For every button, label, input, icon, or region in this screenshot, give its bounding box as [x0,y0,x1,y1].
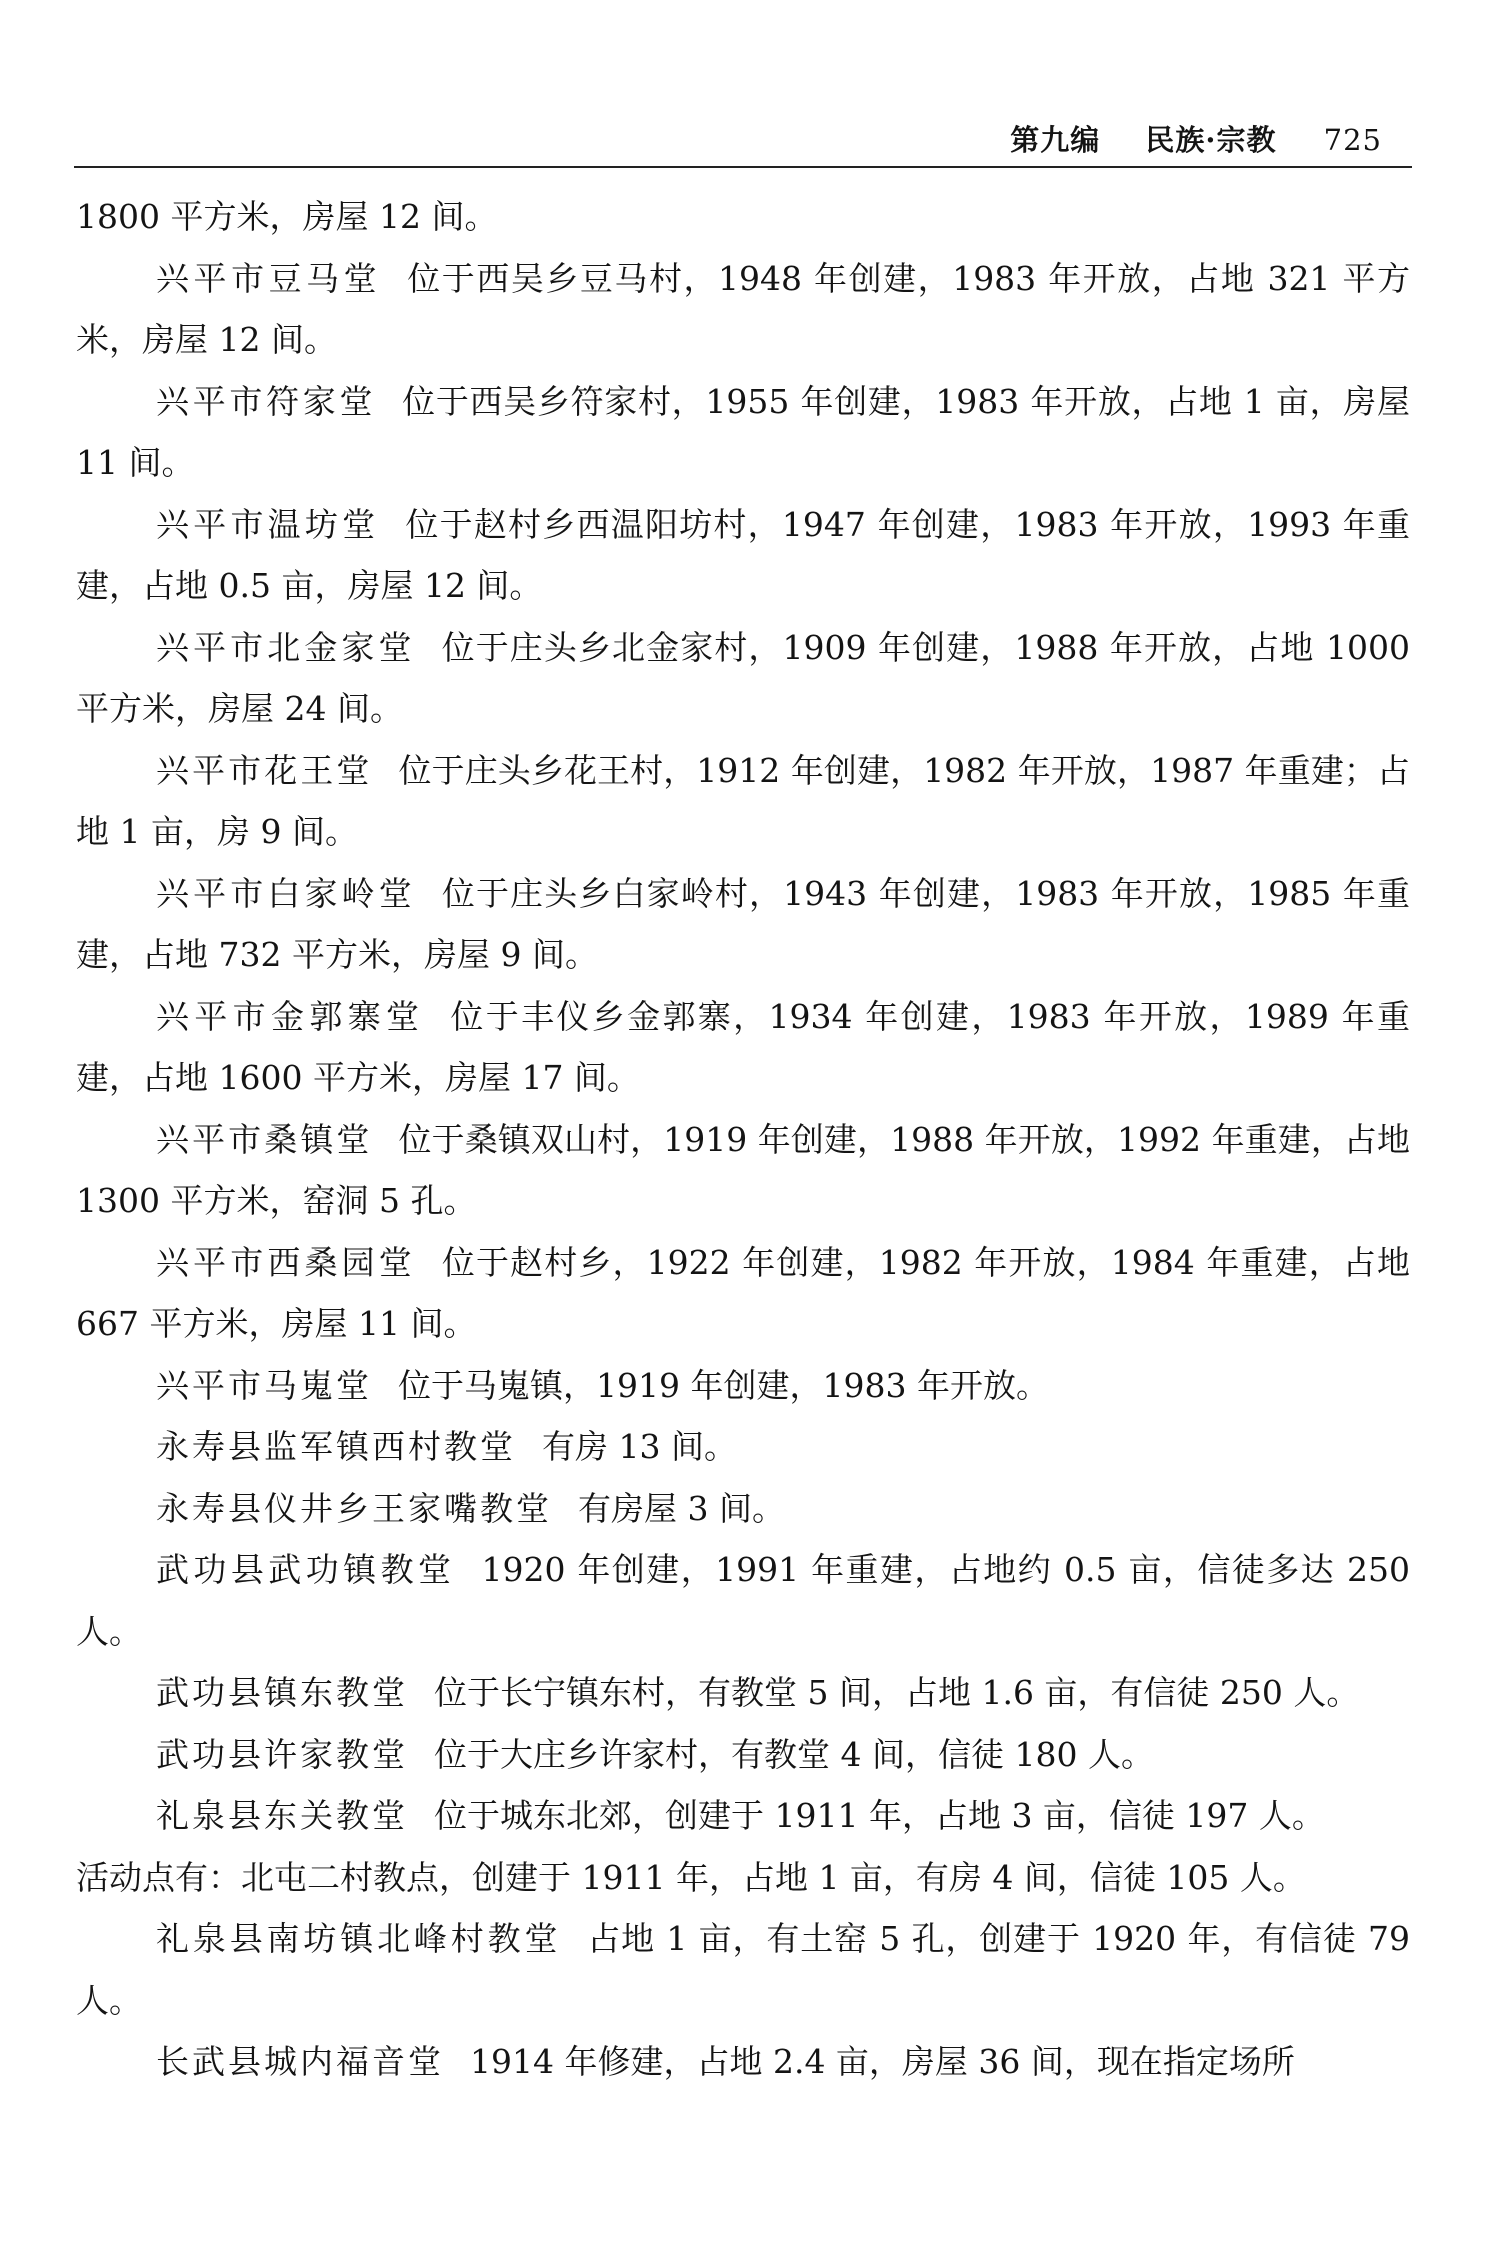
header-rule [74,166,1412,168]
entry-text: 活动点有：北屯二村教点，创建于 1911 年，占地 1 亩，有房 4 间，信徒 105 人。 [76,1857,1306,1897]
paragraph [76,186,1410,248]
entry-name: 长武县城内福音堂 [156,2042,444,2081]
running-header [1010,118,1382,159]
entry-name: 兴平市马嵬堂 [156,1365,372,1405]
entry-text: 位于丰仪乡金郭寨，1934 年创建，1983 年开放，1989 年重建，占地 1600 平方米，房屋 17 间。 [76,996,1411,1097]
paragraph [76,1232,1410,1355]
entry-name: 永寿县仪井乡王家嘴教堂 [156,1488,552,1528]
paragraph [76,863,1410,986]
entry-name: 武功县许家教堂 [156,1734,408,1774]
header-part: 第九编 [1010,123,1101,157]
entry-text: 1800 平方米，房屋 12 间。 [76,197,498,236]
entry-text: 位于西吴乡符家村，1955 年创建，1983 年开放，占地 1 亩，房屋 11 间。 [76,381,1410,482]
entry-name: 兴平市桑镇堂 [156,1119,373,1159]
paragraph [76,1785,1410,1847]
entry-text: 位于赵村乡，1922 年创建，1982 年开放，1984 年重建，占地 667 平方米，房屋 11 间。 [76,1242,1411,1343]
entry-name: 礼泉县南坊镇北峰村教堂 [156,1919,562,1958]
entry-text: 位于庄头乡北金家村，1909 年创建，1988 年开放，占地 1000 平方米，房屋 24 间。 [76,627,1411,728]
paragraph [76,740,1410,863]
paragraph [76,494,1410,617]
entry-text: 位于马嵬镇，1919 年创建，1983 年开放。 [398,1365,1049,1405]
entry-name: 兴平市温坊堂 [156,504,380,544]
entry-name: 兴平市豆马堂 [156,258,382,298]
paragraph [76,248,1410,371]
entry-text: 有房屋 3 间。 [578,1488,785,1528]
entry-text: 位于庄头乡花王村，1912 年创建，1982 年开放，1987 年重建；占地 1 亩，房 9 间。 [76,750,1410,851]
paragraph [76,1908,1410,2031]
entry-name: 兴平市白家岭堂 [156,873,416,913]
paragraph [76,1109,1410,1232]
entry-text: 位于西吴乡豆马村，1948 年创建，1983 年开放，占地 321 平方米，房屋 12 间。 [76,258,1410,359]
body-text [76,186,1410,2093]
entry-text: 占地 1 亩，有土窑 5 孔，创建于 1920 年，有信徒 79 人。 [76,1919,1410,2020]
entry-name: 礼泉县东关教堂 [156,1796,408,1835]
entry-name: 兴平市符家堂 [156,381,377,421]
entry-text: 位于大庄乡许家村，有教堂 4 间，信徒 180 人。 [434,1734,1154,1774]
paragraph [76,617,1410,740]
entry-text: 1920 年创建，1991 年重建，占地约 0.5 亩，信徒多达 250 人。 [76,1550,1410,1651]
paragraph [76,1662,1410,1724]
entry-name: 武功县镇东教堂 [156,1673,408,1712]
paragraph [76,1847,1410,1909]
page-number: 725 [1323,123,1382,157]
entry-text: 1914 年修建，占地 2.4 亩，房屋 36 间，现在指定场所 [470,2042,1295,2081]
paragraph [76,986,1410,1109]
entry-text: 有房 13 间。 [542,1427,737,1466]
entry-text: 位于长宁镇东村，有教堂 5 间，占地 1.6 亩，有信徒 250 人。 [434,1673,1360,1712]
entry-name: 兴平市西桑园堂 [156,1242,416,1282]
paragraph [76,1539,1410,1662]
paragraph [76,1355,1410,1417]
paragraph [76,1724,1410,1786]
entry-name: 兴平市北金家堂 [156,627,416,667]
paragraph [76,2031,1410,2093]
entry-text: 位于桑镇双山村，1919 年创建，1988 年开放，1992 年重建，占地 1300 平方米，窑洞 5 孔。 [76,1119,1410,1220]
header-section: 民族·宗教 [1145,123,1277,157]
entry-name: 永寿县监军镇西村教堂 [156,1427,516,1466]
entry-text: 位于赵村乡西温阳坊村，1947 年创建，1983 年开放，1993 年重建，占地 0.5 亩，房屋 12 间。 [76,504,1411,605]
entry-name: 兴平市花王堂 [156,750,373,790]
paragraph [76,1416,1410,1478]
paragraph [76,1478,1410,1540]
entry-text: 位于城东北郊，创建于 1911 年，占地 3 亩，信徒 197 人。 [434,1796,1325,1835]
entry-name: 兴平市金郭寨堂 [156,996,425,1036]
entry-text: 位于庄头乡白家岭村，1943 年创建，1983 年开放，1985 年重建，占地 732 平方米，房屋 9 间。 [76,873,1411,974]
paragraph [76,371,1410,494]
entry-name: 武功县武功镇教堂 [156,1550,456,1589]
